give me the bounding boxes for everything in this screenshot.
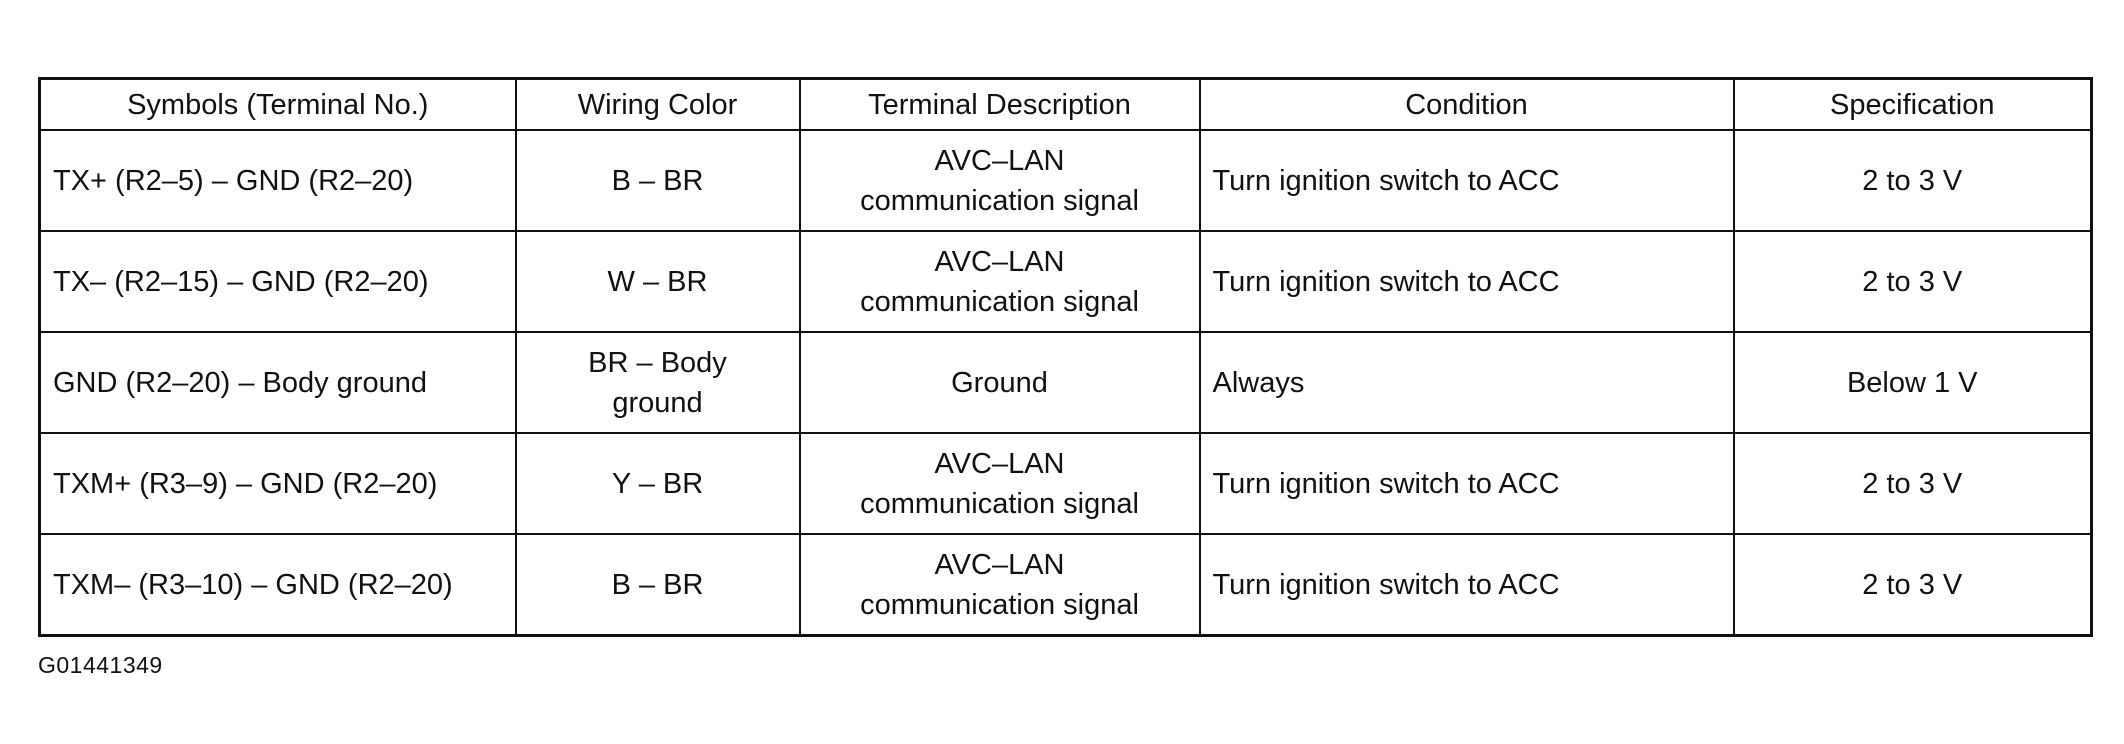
cell-symbol: TXM+ (R3–9) – GND (R2–20) — [40, 433, 516, 534]
header-symbols: Symbols (Terminal No.) — [40, 79, 516, 131]
header-condition: Condition — [1200, 79, 1734, 131]
cell-description: AVC–LAN communication signal — [800, 231, 1200, 332]
cell-symbol: TX+ (R2–5) – GND (R2–20) — [40, 130, 516, 231]
cell-description: AVC–LAN communication signal — [800, 433, 1200, 534]
cell-symbol: TX– (R2–15) – GND (R2–20) — [40, 231, 516, 332]
cell-wiring-color: Y – BR — [516, 433, 800, 534]
table-row — [40, 433, 2092, 534]
terminal-spec-table — [38, 77, 2093, 637]
header-terminal-description: Terminal Description — [800, 79, 1200, 131]
cell-wiring-color: BR – Body ground — [516, 332, 800, 433]
header-wiring-color: Wiring Color — [516, 79, 800, 131]
cell-wiring-color: W – BR — [516, 231, 800, 332]
cell-condition: Turn ignition switch to ACC — [1200, 130, 1734, 231]
cell-wiring-color: B – BR — [516, 534, 800, 636]
cell-condition: Always — [1200, 332, 1734, 433]
cell-description: Ground — [800, 332, 1200, 433]
table-row — [40, 130, 2092, 231]
cell-condition: Turn ignition switch to ACC — [1200, 433, 1734, 534]
cell-description: AVC–LAN communication signal — [800, 534, 1200, 636]
cell-condition: Turn ignition switch to ACC — [1200, 231, 1734, 332]
cell-specification: 2 to 3 V — [1734, 231, 2092, 332]
table-header-row — [40, 79, 2092, 131]
table-row — [40, 534, 2092, 636]
cell-specification: 2 to 3 V — [1734, 534, 2092, 636]
cell-specification: 2 to 3 V — [1734, 433, 2092, 534]
table-row — [40, 332, 2092, 433]
cell-condition: Turn ignition switch to ACC — [1200, 534, 1734, 636]
spec-sheet — [38, 77, 2093, 637]
cell-description: AVC–LAN communication signal — [800, 130, 1200, 231]
cell-specification: 2 to 3 V — [1734, 130, 2092, 231]
figure-id: G01441349 — [38, 652, 163, 678]
cell-wiring-color: B – BR — [516, 130, 800, 231]
cell-symbol: TXM– (R3–10) – GND (R2–20) — [40, 534, 516, 636]
table-row — [40, 231, 2092, 332]
cell-symbol: GND (R2–20) – Body ground — [40, 332, 516, 433]
cell-specification: Below 1 V — [1734, 332, 2092, 433]
header-specification: Specification — [1734, 79, 2092, 131]
